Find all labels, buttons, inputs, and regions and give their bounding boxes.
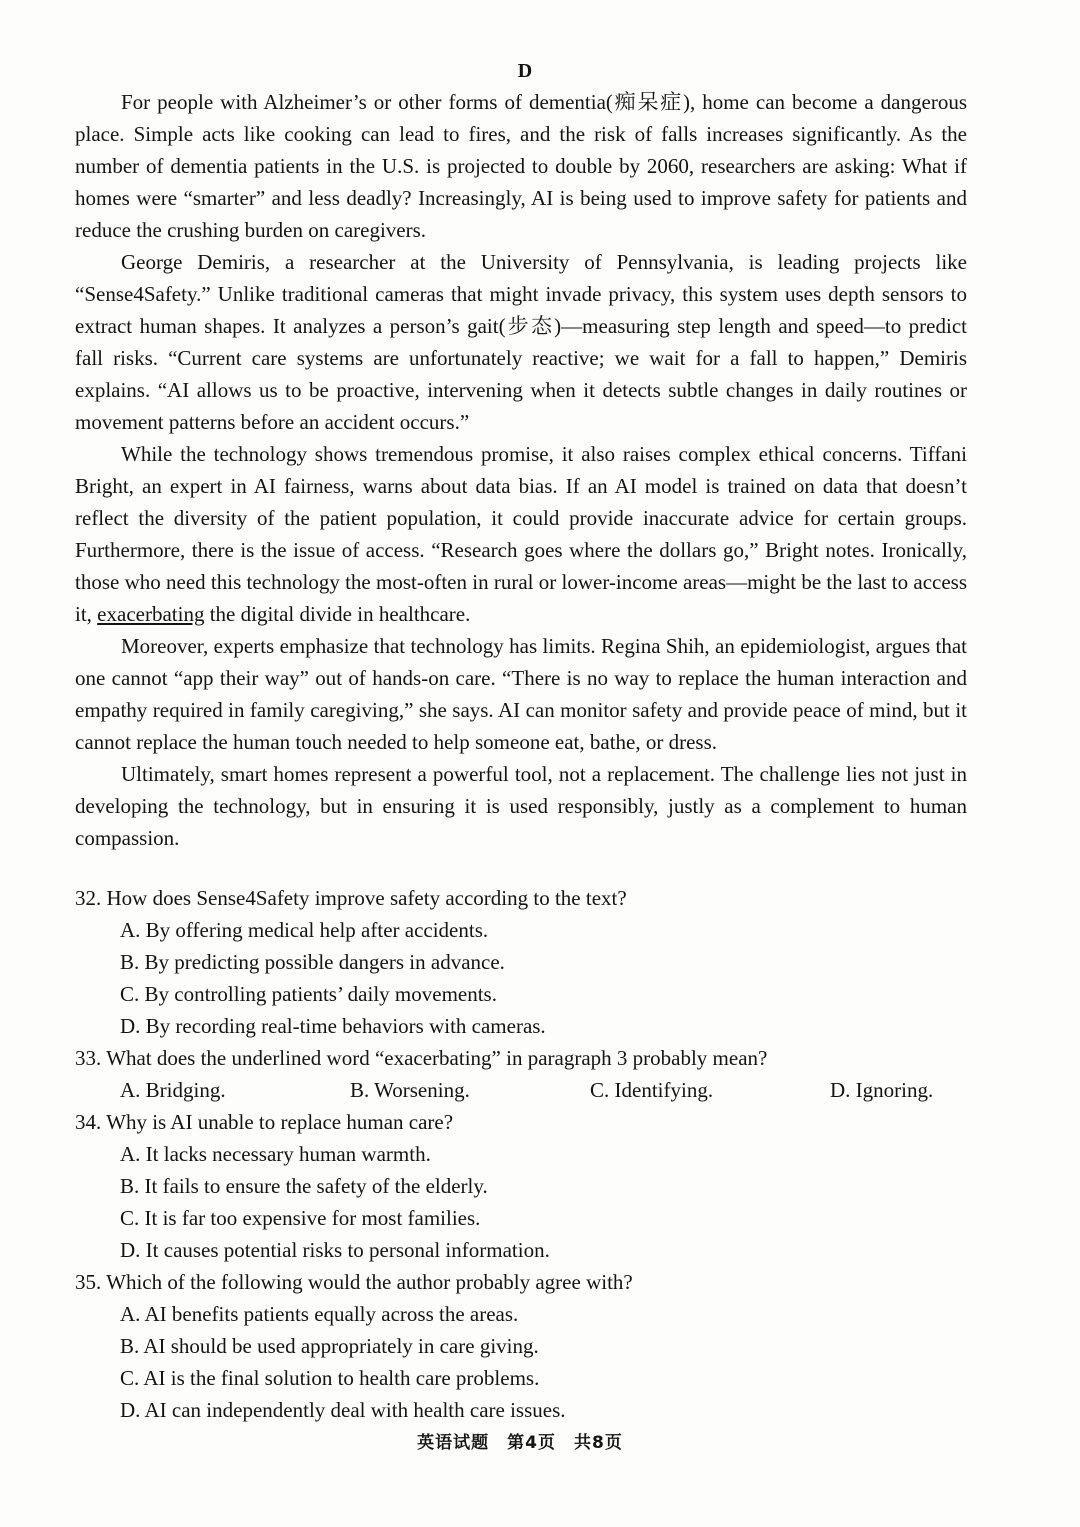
- paragraph-4: Moreover, experts emphasize that technology has limits. Regina Shih, an epidemiologist, argues that one cannot “app their way” out of hands-on care. “There is no way to replace the human interaction and empathy required in family caregiving,” she says. AI can monitor safety and provide peace of mind, but it cannot replace the human touch needed to help someone eat, bathe, or dress.: [75, 634, 967, 754]
- question-stem: 32. How does Sense4Safety improve safety according to the text?: [75, 886, 627, 910]
- option-a[interactable]: A. It lacks necessary human warmth.: [120, 1142, 431, 1166]
- paragraph-3: [75, 438, 967, 630]
- option-b[interactable]: B. By predicting possible dangers in advance.: [120, 950, 505, 974]
- option-row: [120, 1074, 967, 1106]
- paragraph-2: George Demiris, a researcher at the University of Pennsylvania, is leading projects like “Sense4Safety.” Unlike traditional cameras that might invade privacy, this system uses depth sensors to extract human shapes. It analyzes a person’s gait(步态)—measuring step length and speed—to predict fall risks. “Current care systems are unfortunately reactive; we wait for a fall to happen,” Demiris explains. “AI allows us to be proactive, intervening when it detects subtle changes in daily routines or movement patterns before an accident occurs.”: [75, 250, 967, 434]
- option-b[interactable]: B. Worsening.: [350, 1078, 470, 1102]
- option-a[interactable]: A. By offering medical help after accidents.: [120, 918, 489, 942]
- question-35: [75, 1266, 967, 1426]
- paragraph-5: Ultimately, smart homes represent a powerful tool, not a replacement. The challenge lies not just in developing the technology, but in ensuring it is used responsibly, justly as a complement to human compassion.: [75, 762, 967, 850]
- paragraph-3-text: While the technology shows tremendous promise, it also raises complex ethical concerns. Tiffani Bright, an expert in AI fairness, warns about data bias. If an AI model is trained on data that doesn’t reflect the diversity of the patient population, it could provide inaccurate advice for certain groups. Furthermore, there is the issue of access. “Research goes where the dollars go,” Bright notes. Ironically, those who need this technology the most-often in rural or lower-income areas—might be the last to access it,: [75, 442, 967, 626]
- reading-passage: [75, 86, 967, 854]
- option-c[interactable]: C. By controlling patients’ daily movements.: [120, 982, 497, 1006]
- paragraph-3-text-end: the digital divide in healthcare.: [204, 602, 471, 626]
- question-34: [75, 1106, 967, 1266]
- option-d[interactable]: D. AI can independently deal with health care issues.: [120, 1398, 566, 1422]
- option-d[interactable]: D. Ignoring.: [830, 1078, 934, 1102]
- question-stem: 35. Which of the following would the author probably agree with?: [75, 1270, 633, 1294]
- option-b[interactable]: B. AI should be used appropriately in care giving.: [120, 1334, 539, 1358]
- paragraph-1: For people with Alzheimer’s or other forms of dementia(痴呆症), home can become a dangerous place. Simple acts like cooking can lead to fires, and the risk of falls increases significantly. As the number of dementia patients in the U.S. is projected to double by 2060, researchers are asking: What if homes were “smarter” and less deadly? Increasingly, AI is being used to improve safety for patients and reduce the crushing burden on caregivers.: [75, 90, 967, 242]
- question-33: [75, 1042, 967, 1106]
- option-c[interactable]: C. Identifying.: [590, 1078, 714, 1102]
- option-a[interactable]: A. Bridging.: [120, 1078, 226, 1102]
- section-heading: D: [517, 60, 533, 82]
- question-stem: 34. Why is AI unable to replace human care?: [75, 1110, 454, 1134]
- question-list: [75, 882, 967, 1426]
- question-stem: 33. What does the underlined word “exacerbating” in paragraph 3 probably mean?: [75, 1046, 768, 1070]
- option-d[interactable]: D. By recording real-time behaviors with cameras.: [120, 1014, 546, 1038]
- option-c[interactable]: C. It is far too expensive for most families.: [120, 1206, 481, 1230]
- option-b[interactable]: B. It fails to ensure the safety of the elderly.: [120, 1174, 488, 1198]
- question-32: [75, 882, 967, 1042]
- option-c[interactable]: C. AI is the final solution to health care problems.: [120, 1366, 540, 1390]
- option-d[interactable]: D. It causes potential risks to personal information.: [120, 1238, 550, 1262]
- page-footer: 英语试题 第4页 共8页: [417, 1433, 623, 1453]
- option-a[interactable]: A. AI benefits patients equally across the areas.: [120, 1302, 519, 1326]
- underlined-word: exacerbating: [97, 602, 205, 626]
